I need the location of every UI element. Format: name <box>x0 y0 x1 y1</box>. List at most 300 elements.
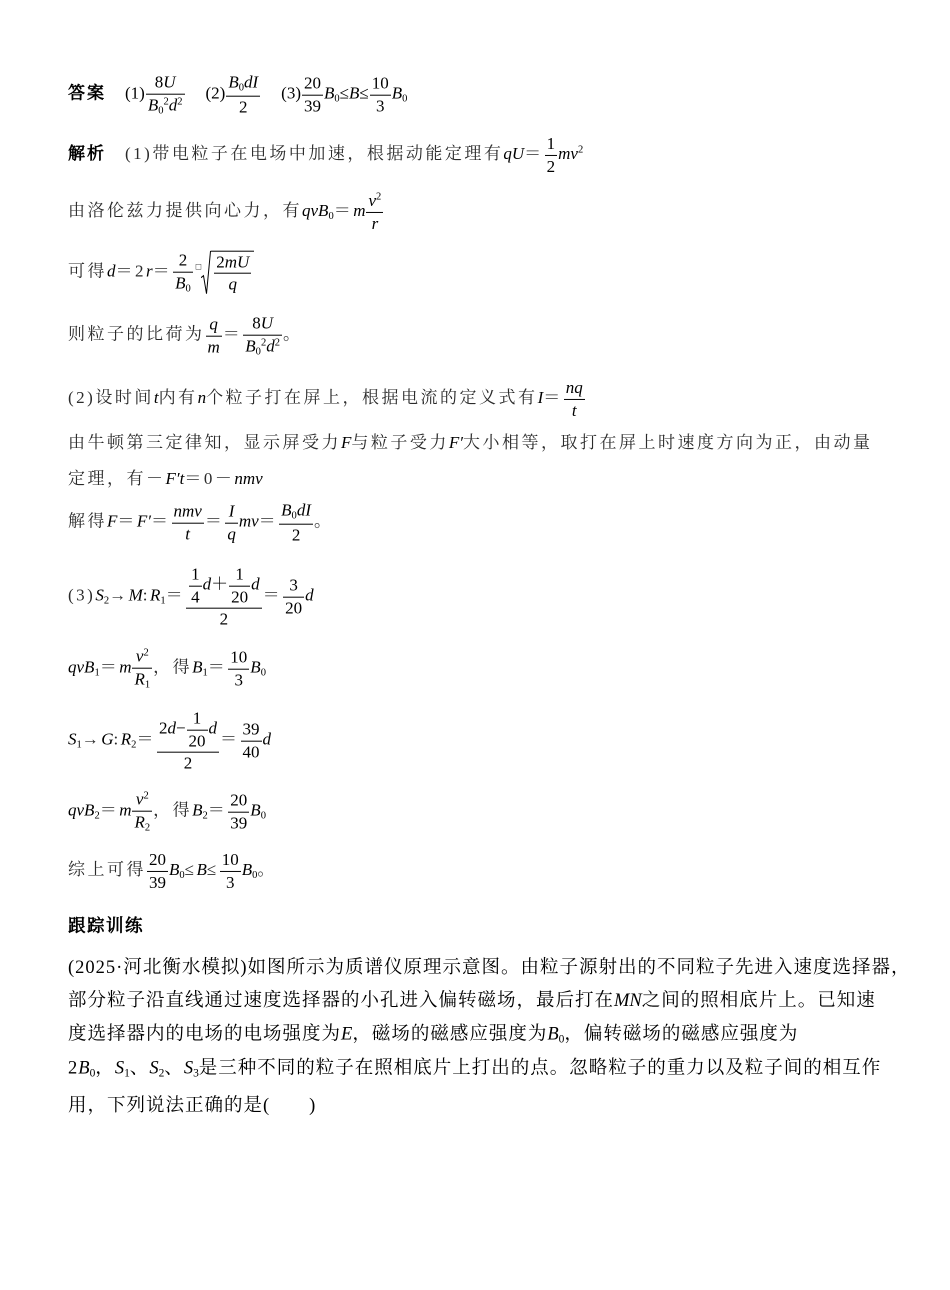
text-run: ＝ <box>262 585 283 605</box>
text-run: 20 <box>230 790 248 810</box>
analysis-line-12 <box>68 790 266 835</box>
fraction <box>132 790 152 835</box>
text-run: ＝ <box>99 657 120 677</box>
text-run: (1) <box>125 83 145 103</box>
text-run: 大小相等，取打在屏上时速度方向为正，由动量 <box>463 432 873 452</box>
analysis-label: 解析 <box>68 143 106 163</box>
text-run: 。 <box>282 324 303 344</box>
text-run: 3 <box>289 575 298 595</box>
text-run: 综上可得 <box>68 859 146 879</box>
math-variable: d <box>107 261 116 281</box>
question-line-3 <box>68 1022 798 1047</box>
math-variable: S <box>95 585 104 605</box>
fraction-numerator <box>186 565 262 609</box>
fraction <box>173 251 193 296</box>
analysis-line-5 <box>68 378 586 420</box>
math-variable: I <box>537 387 544 407</box>
fraction-numerator <box>283 576 304 598</box>
fraction-numerator <box>564 378 585 400</box>
math-variable: q <box>209 314 218 334</box>
text-run: (2)设时间 <box>68 387 154 407</box>
fraction <box>228 648 249 690</box>
fraction-numerator <box>206 315 222 337</box>
text-run: ，得 <box>153 657 193 677</box>
question-line-5 <box>68 1094 316 1118</box>
math-variable: B <box>175 273 186 293</box>
analysis-line-4-content <box>68 313 303 358</box>
math-variable: qvB <box>68 657 95 677</box>
math-variable: B <box>245 336 256 356</box>
fraction-denominator <box>186 609 262 630</box>
text-run: 之间的照相底片上。已知速 <box>641 990 876 1011</box>
subscript: 0 <box>291 510 297 522</box>
fraction-denominator <box>228 812 249 833</box>
text-run: 可得 <box>68 261 107 281</box>
math-variable: qvB <box>302 200 329 220</box>
superscript: 2 <box>577 144 584 156</box>
math-variable: qU <box>503 143 525 163</box>
math-variable: mv <box>558 143 578 163</box>
text-run: 2 <box>546 156 556 176</box>
math-variable: d <box>262 729 272 749</box>
fraction-denominator <box>564 400 585 421</box>
analysis-line-3-content <box>68 250 254 295</box>
fraction <box>229 565 250 607</box>
text-run: ，得 <box>153 800 193 820</box>
math-variable: R <box>120 729 132 749</box>
math-variable: mU <box>224 252 250 272</box>
subscript: 0 <box>158 105 164 117</box>
fraction-numerator <box>302 74 323 96</box>
math-variable: F′ <box>136 511 151 531</box>
math-variable: t <box>571 400 577 420</box>
text-run: ＝ <box>258 511 279 531</box>
radicand <box>211 251 254 295</box>
math-variable: m <box>119 800 132 820</box>
text-run: 2 <box>68 1058 79 1079</box>
math-variable: B <box>196 859 207 879</box>
subscript: 0 <box>238 82 244 94</box>
fraction-numerator <box>146 73 185 95</box>
math-variable: B <box>547 1024 559 1045</box>
text-run: 1 <box>546 133 556 153</box>
math-variable: B <box>250 800 261 820</box>
text-run: 由洛伦兹力提供向心力，有 <box>68 200 302 220</box>
text-run: 1 <box>191 564 200 584</box>
text-run: : <box>142 585 150 605</box>
fraction-denominator <box>545 156 558 177</box>
text-run: ＝ <box>136 729 156 749</box>
analysis-line-8 <box>68 501 333 546</box>
fraction-numerator <box>228 791 249 813</box>
radical-sign-icon <box>201 251 211 295</box>
math-variable: I <box>228 501 235 521</box>
text-run: 39 <box>242 719 260 739</box>
fraction <box>206 315 222 357</box>
math-variable: q <box>227 524 236 544</box>
subscript: 0 <box>260 810 266 822</box>
text-run: → <box>109 585 129 605</box>
question-line-2-content <box>68 991 876 1011</box>
text-run: 个粒子打在屏上，根据电流的定义式有 <box>206 387 538 407</box>
text-run: 1 <box>235 564 244 584</box>
fraction <box>564 378 585 420</box>
fraction-denominator <box>189 586 202 607</box>
superscript: 2 <box>260 336 267 348</box>
subscript: 1 <box>76 739 82 751</box>
question-line-1 <box>68 956 911 980</box>
text-run: ＝ <box>204 511 225 531</box>
fraction-numerator <box>220 850 241 872</box>
question-line-4-content <box>68 1058 881 1078</box>
superscript: 2 <box>177 95 183 107</box>
subscript: 1 <box>94 667 100 679</box>
analysis-line-1-content <box>125 133 584 176</box>
math-variable: r <box>146 261 153 281</box>
fraction-numerator <box>187 709 208 731</box>
subscript: 2 <box>94 810 100 822</box>
text-run: − <box>175 718 186 738</box>
fraction-numerator <box>157 709 219 753</box>
math-variable: S <box>149 1058 159 1079</box>
math-variable: d <box>168 95 178 115</box>
text-run: 20 <box>231 587 249 607</box>
text-run: 则粒子的比荷为 <box>68 324 205 344</box>
question-line-4 <box>68 1056 881 1081</box>
analysis-line-6 <box>68 432 873 454</box>
math-variable: B <box>391 83 403 103</box>
subscript: 0 <box>328 210 334 222</box>
analysis-line-6-content <box>68 433 873 452</box>
text-run: ≤ <box>359 83 369 103</box>
answer-label: 答案 <box>68 83 106 103</box>
analysis-line-11-content <box>68 708 272 773</box>
fraction <box>366 191 383 233</box>
analysis-line-2 <box>68 191 384 233</box>
subscript: 2 <box>131 739 137 751</box>
math-variable: B <box>324 83 335 103</box>
subscript: 0 <box>185 283 191 295</box>
subscript: 2 <box>103 595 110 607</box>
math-variable: B <box>147 95 159 115</box>
fraction <box>132 647 152 692</box>
subscript: 2 <box>202 810 208 822</box>
superscript: 2 <box>274 336 280 348</box>
math-variable: v <box>368 190 377 210</box>
text-run: ＋ <box>211 574 229 594</box>
analysis-line-9 <box>68 565 314 630</box>
text-run: ＝ <box>524 143 544 163</box>
question-line-5-content <box>68 1096 316 1116</box>
text-run: ＝ <box>333 200 354 220</box>
text-run: 2 <box>178 250 188 270</box>
subscript: 0 <box>179 869 185 881</box>
fraction-numerator <box>132 790 152 812</box>
math-variable: t <box>185 524 191 544</box>
text-run: ＝ <box>543 387 563 407</box>
fraction-denominator <box>302 95 323 116</box>
text-run: 10 <box>230 647 248 667</box>
fraction <box>545 134 558 176</box>
math-variable: S <box>114 1058 125 1079</box>
analysis-line-11 <box>68 709 271 774</box>
subscript: 0 <box>255 346 261 358</box>
math-variable: E <box>341 1024 353 1045</box>
text-run: 3 <box>375 96 385 116</box>
subscript: 0 <box>260 667 266 679</box>
fraction-numerator <box>173 251 193 273</box>
analysis-line-9-content <box>68 564 314 629</box>
math-variable: r <box>371 213 379 233</box>
subscript: 2 <box>158 1067 165 1080</box>
text-run: 与粒子受力 <box>351 432 449 452</box>
text-run: ≤ <box>339 83 349 103</box>
root-index-box: □ <box>195 261 202 272</box>
math-variable: t <box>153 387 159 407</box>
math-variable: B <box>250 657 261 677</box>
text-run: 8 <box>252 313 261 333</box>
fraction-denominator <box>132 811 152 834</box>
math-variable: v <box>135 646 144 666</box>
fraction-denominator <box>243 335 282 358</box>
analysis-line-3 <box>68 251 254 296</box>
subscript: 3 <box>193 1067 199 1080</box>
fraction-denominator <box>241 741 262 762</box>
math-variable: B <box>78 1058 90 1079</box>
question-line-2 <box>68 989 876 1013</box>
analysis-line-7 <box>68 468 263 490</box>
subscript: 0 <box>334 93 340 105</box>
text-run: ＝ <box>165 585 186 605</box>
math-variable: dI <box>296 500 311 520</box>
text-run: ，偏转磁场的磁感应强度为 <box>564 1024 799 1045</box>
math-variable: qvB <box>68 800 95 820</box>
text-run: 解得 <box>68 511 107 531</box>
math-variable: B <box>281 500 292 520</box>
fraction <box>186 565 262 630</box>
analysis-line-8-content <box>68 500 334 545</box>
subscript: 0 <box>252 869 258 881</box>
fraction <box>370 74 391 116</box>
math-variable: d <box>305 585 314 605</box>
math-variable: m <box>353 200 366 220</box>
analysis-line-13-content <box>68 849 277 892</box>
analysis-line-13 <box>68 850 277 892</box>
analysis-line-7-content <box>68 469 263 488</box>
text-run: 40 <box>242 742 260 762</box>
subscript: 0 <box>402 93 408 105</box>
practice-heading-line <box>68 914 144 937</box>
text-run: 20 <box>149 849 166 869</box>
text-run: ＝ <box>207 800 228 820</box>
math-variable: d <box>251 574 260 594</box>
text-run: 39 <box>230 813 248 833</box>
fraction <box>283 576 304 618</box>
math-variable: R <box>150 585 161 605</box>
square-root <box>196 251 255 295</box>
math-variable: B <box>228 72 239 92</box>
math-variable: d <box>202 574 212 594</box>
text-run: 、 <box>164 1058 184 1079</box>
text-run: ＝ <box>151 511 171 531</box>
math-variable: F <box>107 511 118 531</box>
fraction-numerator <box>366 191 383 213</box>
superscript: 2 <box>163 95 169 107</box>
math-variable: B <box>349 83 360 103</box>
fraction-numerator <box>132 647 152 669</box>
analysis-line-5-content <box>68 377 586 420</box>
fraction-denominator <box>146 94 185 117</box>
fraction-denominator <box>228 669 249 690</box>
text-run: 20 <box>188 731 206 751</box>
math-variable: nmv <box>173 501 202 521</box>
math-variable: q <box>228 274 237 294</box>
math-variable: F <box>341 432 352 452</box>
text-run: ≤ <box>184 859 197 879</box>
text-run: 2 <box>219 609 229 629</box>
text-run: 3 <box>234 670 244 690</box>
math-variable: B <box>192 800 203 820</box>
math-variable: R <box>134 812 145 832</box>
fraction-numerator <box>370 74 391 96</box>
text-run: : <box>113 729 121 749</box>
analysis-line-12-content <box>68 789 266 834</box>
text-run: 度选择器内的电场的电场强度为 <box>68 1024 342 1045</box>
fraction-denominator <box>366 213 383 234</box>
fraction <box>226 73 260 118</box>
text-run: 用，下列说法正确的是( ) <box>68 1095 317 1116</box>
analysis-line-2-content <box>68 190 384 233</box>
math-variable: d <box>266 336 275 356</box>
question-line-3-content <box>68 1024 798 1044</box>
math-variable: B <box>192 657 203 677</box>
text-run: 。 <box>313 511 334 531</box>
text-run: ＝ <box>222 324 243 344</box>
fraction-denominator <box>226 97 260 118</box>
text-run: 1 <box>192 708 202 728</box>
analysis-line-1 <box>68 134 583 176</box>
fraction-numerator <box>229 565 250 587</box>
fraction-numerator <box>241 720 262 742</box>
math-variable: G <box>101 729 114 749</box>
superscript: 2 <box>143 647 149 659</box>
fraction <box>220 850 241 892</box>
practice-heading: 跟踪训练 <box>68 915 144 936</box>
text-run: ＝ <box>207 657 228 677</box>
text-run: (2) <box>205 83 226 103</box>
math-variable: B <box>169 859 180 879</box>
fraction-denominator <box>147 872 168 893</box>
math-variable: MN <box>614 990 642 1011</box>
fraction-denominator <box>206 336 222 357</box>
fraction <box>189 565 202 607</box>
analysis-line-10-content <box>68 646 266 691</box>
math-variable: mv <box>238 511 259 531</box>
analysis-line-10 <box>68 647 266 692</box>
text-run: ≤ <box>206 859 219 879</box>
text-run: ， <box>95 1058 115 1079</box>
math-variable: m <box>119 657 132 677</box>
text-run: 内有 <box>158 387 198 407</box>
math-variable: n <box>197 387 207 407</box>
math-variable: M <box>128 585 143 605</box>
text-run: 。 <box>257 859 277 879</box>
subscript: 1 <box>160 595 166 607</box>
subscript: 1 <box>124 1067 130 1080</box>
fraction-numerator <box>545 134 558 156</box>
fraction-denominator <box>229 586 250 607</box>
text-run: ，磁场的磁感应强度为 <box>352 1024 548 1045</box>
text-run: (1)带电粒子在电场中加速，根据动能定理有 <box>125 143 504 163</box>
math-variable: nmv <box>234 468 263 488</box>
text-run: 是三种不同的粒子在照相底片上打出的点。忽略粒子的重力以及粒子间的相互作 <box>198 1058 882 1079</box>
text-run: 39 <box>149 872 166 892</box>
fraction-denominator <box>283 597 304 618</box>
math-variable: U <box>260 313 274 333</box>
subscript: 1 <box>202 667 208 679</box>
text-run: ＝2 <box>115 261 146 281</box>
text-run: 20 <box>285 598 303 618</box>
fraction <box>243 314 282 359</box>
subscript: 1 <box>144 679 151 691</box>
subscript: 0 <box>89 1067 96 1080</box>
fraction-denominator <box>157 753 219 774</box>
text-run: 定理，有－ <box>68 468 166 488</box>
fraction-numerator <box>228 648 249 670</box>
text-run: (3) <box>281 83 301 103</box>
fraction <box>147 850 168 892</box>
text-run: 10 <box>371 73 389 93</box>
fraction <box>214 252 251 294</box>
fraction-numerator <box>214 252 251 274</box>
text-run: (3) <box>68 585 96 605</box>
superscript: 2 <box>143 790 149 802</box>
answer-part-2 <box>205 72 262 117</box>
text-run: 3 <box>225 872 235 892</box>
text-run: ＝ <box>99 800 120 820</box>
text-run: → <box>81 729 102 749</box>
text-run: 2 <box>291 525 301 545</box>
text-run: ＝ <box>220 729 240 749</box>
fraction <box>146 73 185 118</box>
text-run: 、 <box>129 1058 150 1079</box>
fraction-numerator <box>189 565 202 587</box>
text-run: 39 <box>304 96 321 116</box>
math-variable: F′t <box>165 468 185 488</box>
fraction <box>302 74 323 116</box>
math-variable: S <box>68 729 77 749</box>
fraction <box>187 709 208 751</box>
text-run: 部分粒子沿直线通过速度选择器的小孔进入偏转磁场，最后打在 <box>68 990 615 1011</box>
math-variable: dI <box>244 72 259 92</box>
analysis-line-4 <box>68 314 302 359</box>
text-run: 由牛顿第三定律知，显示屏受力 <box>68 432 341 452</box>
math-variable: R <box>134 669 145 689</box>
text-run: (2025·河北衡水模拟)如图所示为质谱仪原理示意图。由粒子源射出的不同粒子先进入速度选择器， <box>68 957 911 978</box>
fraction <box>157 709 219 774</box>
subscript: 2 <box>144 822 151 834</box>
text-run: 2 <box>183 753 193 773</box>
fraction-numerator <box>243 314 282 336</box>
fraction <box>241 720 262 762</box>
fraction-denominator <box>220 872 241 893</box>
math-variable: F′ <box>448 432 463 452</box>
fraction-numerator <box>147 850 168 872</box>
text-run: 4 <box>191 587 200 607</box>
fraction-denominator <box>279 525 313 546</box>
text-run: ＝ <box>152 261 173 281</box>
fraction <box>172 502 204 544</box>
